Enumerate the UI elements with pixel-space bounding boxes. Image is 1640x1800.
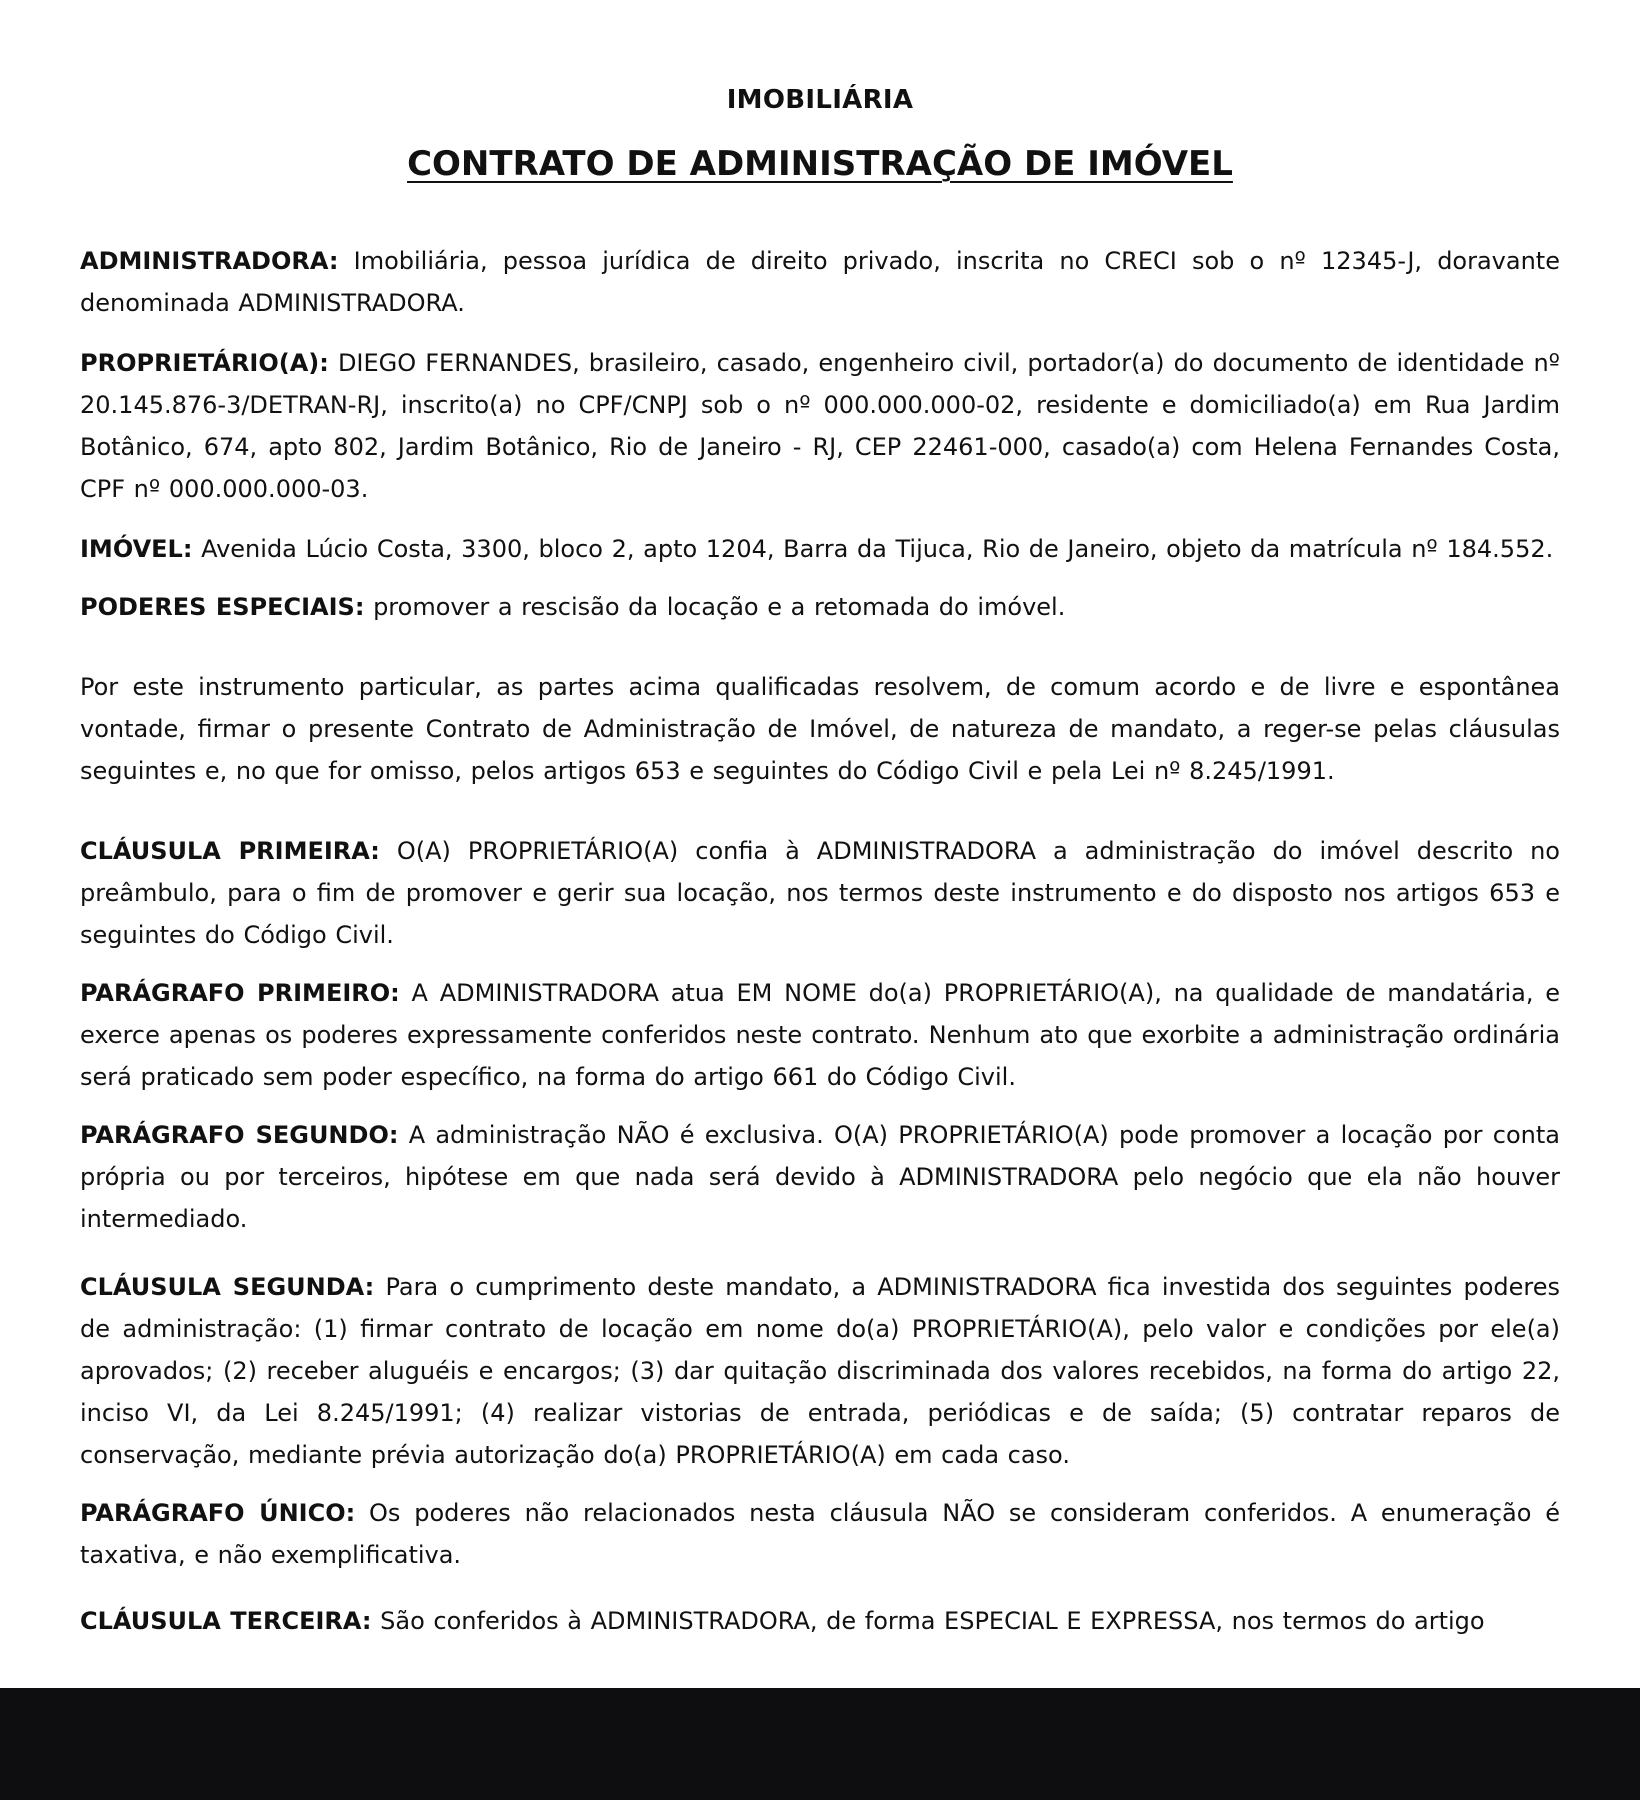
document-title bbox=[80, 140, 1560, 188]
clause-second-text: Para o cumprimento deste mandato, a ADMINISTRADORA fica investida dos seguintes poderes de administração: (1) firmar contrato de locação em nome do(a) PROPRIETÁRIO(A), pelo valor e condições por ele(a) aprovados; (2) receber aluguéis e encargos; (3) dar quitação discriminada dos valores recebidos, na forma do artigo 22, inciso VI, da Lei 8.245/1991; (4) realizar vistorias de entrada, periódicas e de saída; (5) contratar reparos de conservação, mediante prévia autorização do(a) PROPRIETÁRIO(A) em cada caso. bbox=[80, 1273, 1561, 1469]
clause-first bbox=[80, 830, 1560, 956]
special-powers bbox=[80, 586, 1560, 628]
imovel-text: Avenida Lúcio Costa, 3300, bloco 2, apto 1204, Barra da Tijuca, Rio de Janeiro, objeto da matrícula nº 184.552. bbox=[201, 535, 1554, 563]
preamble: Por este instrumento particular, as partes acima qualificadas resolvem, de comum acordo e de livre e espontânea vontade, firmar o presente Contrato de Administração de Imóvel, de natureza de mandato, a reger-se pelas cláusulas seguintes e, no que for omisso, pelos artigos 653 e seguintes do Código Civil e pela Lei nº 8.245/1991. bbox=[80, 673, 1560, 785]
bottom-dark-bar bbox=[0, 1688, 1640, 1800]
proprietario-text: DIEGO FERNANDES, brasileiro, casado, engenheiro civil, portador(a) do documento de identidade nº 20.145.876-3/DETRAN-RJ, inscrito(a) no CPF/CNPJ sob o nº 000.000.000-02, residente e domiciliado(a) em Rua Jardim Botânico, 674, apto 802, Jardim Botânico, Rio de Janeiro - RJ, CEP 22461-000, casado(a) com Helena Fernandes Costa, CPF nº 000.000.000-03. bbox=[80, 349, 1560, 503]
document-body bbox=[80, 78, 1560, 1642]
clause-third bbox=[80, 1600, 1560, 1642]
paragraph-unique-label: PARÁGRAFO ÚNICO: bbox=[80, 1499, 356, 1527]
paragraph-second-text: A administração NÃO é exclusiva. O(A) PROPRIETÁRIO(A) pode promover a locação por conta própria ou por terceiros, hipótese em que nada será devido à ADMINISTRADORA pelo negócio que ela não houver intermediado. bbox=[80, 1121, 1560, 1233]
paragraph-first-label: PARÁGRAFO PRIMEIRO: bbox=[80, 979, 400, 1007]
clause-first-paragraph-first bbox=[80, 972, 1560, 1098]
clause-third-text: São conferidos à ADMINISTRADORA, de forma ESPECIAL E EXPRESSA, nos termos do artigo bbox=[380, 1607, 1485, 1635]
poderes-text: promover a rescisão da locação e a retomada do imóvel. bbox=[373, 593, 1066, 621]
party-proprietario bbox=[80, 342, 1560, 510]
poderes-label: PODERES ESPECIAIS: bbox=[80, 593, 365, 621]
administradora-label: ADMINISTRADORA: bbox=[80, 247, 339, 275]
property-info bbox=[80, 528, 1560, 570]
clause-first-paragraph-second bbox=[80, 1114, 1560, 1240]
imovel-label: IMÓVEL: bbox=[80, 535, 193, 563]
clause-first-text: O(A) PROPRIETÁRIO(A) confia à ADMINISTRADORA a administração do imóvel descrito no preâmbulo, para o fim de promover e gerir sua locação, nos termos deste instrumento e do disposto nos artigos 653 e seguintes do Código Civil. bbox=[80, 837, 1560, 949]
paragraph-first-text: A ADMINISTRADORA atua EM NOME do(a) PROPRIETÁRIO(A), na qualidade de mandatária, e exerce apenas os poderes expressamente conferidos neste contrato. Nenhum ato que exorbite a administração ordinária será praticado sem poder específico, na forma do artigo 661 do Código Civil. bbox=[80, 979, 1560, 1091]
paragraph-second-label: PARÁGRAFO SEGUNDO: bbox=[80, 1121, 399, 1149]
paragraph-unique-text: Os poderes não relacionados nesta cláusula NÃO se consideram conferidos. A enumeração é taxativa, e não exemplificativa. bbox=[80, 1499, 1560, 1569]
clause-second-paragraph-unique bbox=[80, 1492, 1560, 1576]
administradora-text: Imobiliária, pessoa jurídica de direito privado, inscrita no CRECI sob o nº 12345-J, doravante denominada ADMINISTRADORA. bbox=[80, 247, 1560, 317]
clause-first-label: CLÁUSULA PRIMEIRA: bbox=[80, 837, 380, 865]
clause-second-label: CLÁUSULA SEGUNDA: bbox=[80, 1273, 375, 1301]
proprietario-label: PROPRIETÁRIO(A): bbox=[80, 349, 329, 377]
party-administradora bbox=[80, 240, 1560, 324]
company-name: IMOBILIÁRIA bbox=[726, 85, 914, 115]
document-title-text: CONTRATO DE ADMINISTRAÇÃO DE IMÓVEL bbox=[407, 144, 1233, 184]
clause-second bbox=[80, 1266, 1560, 1476]
clause-third-label: CLÁUSULA TERCEIRA: bbox=[80, 1607, 372, 1635]
